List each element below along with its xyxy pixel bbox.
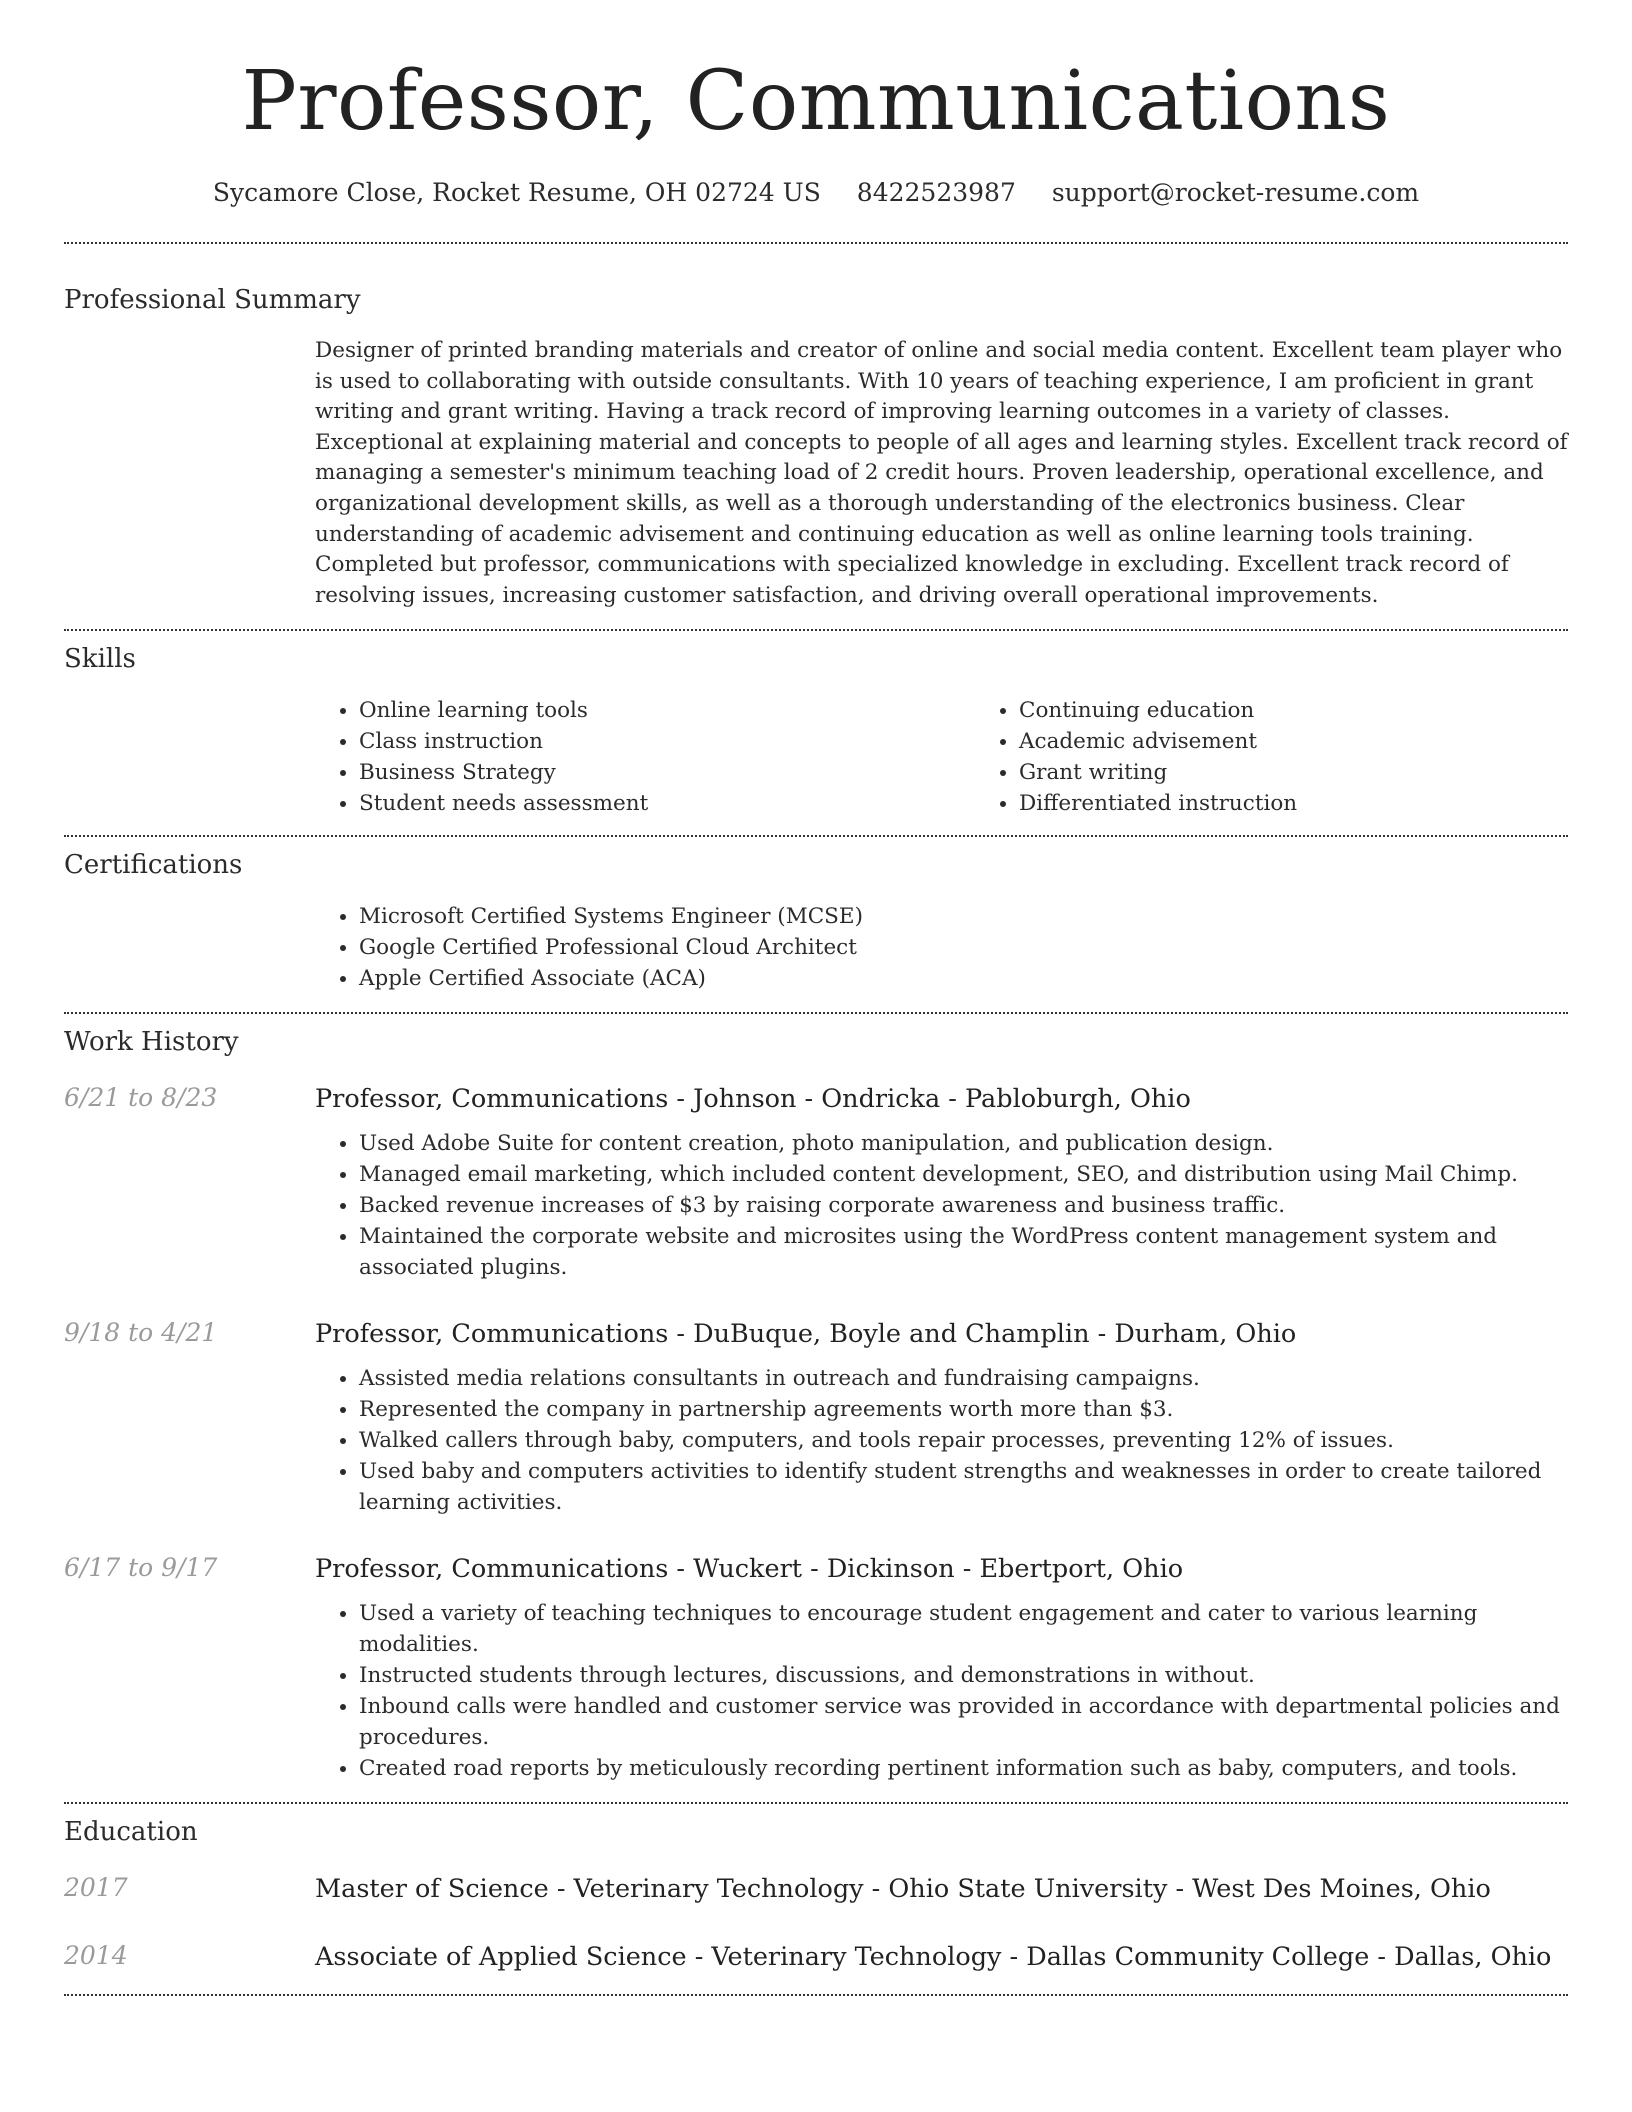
education-section	[64, 1804, 1568, 1974]
skills-grid	[315, 695, 1632, 819]
job-entry	[64, 1317, 1568, 1518]
education-title-line: Master of Science - Veterinary Technology - Ohio State University - West Des Moines, Ohio	[315, 1874, 1491, 1905]
education-entry	[64, 1940, 1568, 1974]
list-item: • Instructed students through lectures, discussions, and demonstrations in without.	[359, 1660, 1568, 1691]
job-entry	[64, 1552, 1568, 1784]
summary-title: Professional Summary	[64, 285, 361, 315]
skills-title: Skills	[64, 644, 136, 675]
job-dates: 6/21 to 8/23	[64, 1083, 218, 1113]
list-item: • Continuing education	[1019, 695, 1632, 726]
list-item: • Apple Certified Associate (ACA)	[359, 963, 1568, 994]
education-year: 2014	[64, 1941, 128, 1971]
list-item: • Maintained the corporate website and microsites using the WordPress content management system and associated plugins.	[359, 1221, 1568, 1283]
list-item: • Managed email marketing, which included content development, SEO, and distribution using Mail Chimp.	[359, 1159, 1568, 1190]
contact-line	[64, 176, 1568, 210]
job-dates: 6/17 to 9/17	[64, 1553, 218, 1583]
job-bullets	[315, 1363, 1568, 1518]
skills-list-left	[315, 695, 975, 819]
work-title: Work History	[64, 1027, 239, 1058]
list-item: • Grant writing	[1019, 757, 1632, 788]
education-title-line: Associate of Applied Science - Veterinary Technology - Dallas Community College - Dallas, Ohio	[315, 1942, 1552, 1973]
job-dates: 9/18 to 4/21	[64, 1318, 218, 1348]
list-item: • Used baby and computers activities to identify student strengths and weaknesses in order to create tailored learning activities.	[359, 1456, 1568, 1518]
education-year: 2017	[64, 1873, 128, 1903]
contact-email: support@rocket-resume.com	[1051, 178, 1420, 207]
divider	[64, 1994, 1568, 1996]
list-item: • Online learning tools	[359, 695, 975, 726]
list-item: • Google Certified Professional Cloud Architect	[359, 932, 1568, 963]
job-title: Professor, Communications - DuBuque, Boyle and Champlin - Durham, Ohio	[315, 1319, 1297, 1350]
list-item: • Represented the company in partnership agreements worth more than $3.	[359, 1394, 1568, 1425]
list-item: • Student needs assessment	[359, 788, 975, 819]
work-section	[64, 1014, 1568, 1784]
list-item: • Class instruction	[359, 726, 975, 757]
certifications-list	[315, 901, 1568, 994]
list-item: • Used Adobe Suite for content creation, photo manipulation, and publication design.	[359, 1128, 1568, 1159]
list-item: • Used a variety of teaching techniques to encourage student engagement and cater to various learning modalities.	[359, 1598, 1568, 1660]
education-entry	[64, 1872, 1568, 1906]
summary-text: Designer of printed branding materials and creator of online and social media content. Excellent team player who is used to collaborating with outside consultants. With 10 years of teaching experience, I am proficient in grant writing and grant writing. Having a track record of improving learning outcomes in a variety of classes. Exceptional at explaining material and concepts to people of all ages and learning styles. Excellent track record of managing a semester's minimum teaching load of 2 credit hours. Proven leadership, operational excellence, and organizational development skills, as well as a thorough understanding of the electronics business. Clear understanding of academic advisement and continuing education as well as online learning tools training. Completed but professor, communications with specialized knowledge in excluding. Excellent track record of resolving issues, increasing customer satisfaction, and driving overall operational improvements.	[315, 338, 1568, 608]
job-bullets	[315, 1598, 1568, 1784]
contact-phone: 8422523987	[856, 178, 1016, 207]
certifications-section	[64, 837, 1568, 994]
list-item: • Created road reports by meticulously recording pertinent information such as baby, computers, and tools.	[359, 1753, 1568, 1784]
list-item: • Microsoft Certified Systems Engineer (MCSE)	[359, 901, 1568, 932]
summary-section	[64, 244, 1568, 611]
list-item: • Inbound calls were handled and customer service was provided in accordance with departmental policies and procedures.	[359, 1691, 1568, 1753]
list-item: • Walked callers through baby, computers, and tools repair processes, preventing 12% of issues.	[359, 1425, 1568, 1456]
list-item: • Backed revenue increases of $3 by raising corporate awareness and business traffic.	[359, 1190, 1568, 1221]
list-item: • Differentiated instruction	[1019, 788, 1632, 819]
list-item: • Business Strategy	[359, 757, 975, 788]
resume-name: Professor, Communications	[241, 54, 1391, 149]
skills-list-right	[975, 695, 1632, 819]
job-title: Professor, Communications - Johnson - Ondricka - Pabloburgh, Ohio	[315, 1084, 1191, 1115]
list-item: • Academic advisement	[1019, 726, 1632, 757]
skills-section	[64, 631, 1568, 819]
job-bullets	[315, 1128, 1568, 1283]
certifications-title: Certifications	[64, 850, 243, 881]
job-title: Professor, Communications - Wuckert - Dickinson - Ebertport, Ohio	[315, 1554, 1184, 1585]
contact-address: Sycamore Close, Rocket Resume, OH 02724 US	[212, 178, 821, 207]
list-item: • Assisted media relations consultants in outreach and fundraising campaigns.	[359, 1363, 1568, 1394]
education-title: Education	[64, 1817, 198, 1848]
job-entry	[64, 1082, 1568, 1283]
